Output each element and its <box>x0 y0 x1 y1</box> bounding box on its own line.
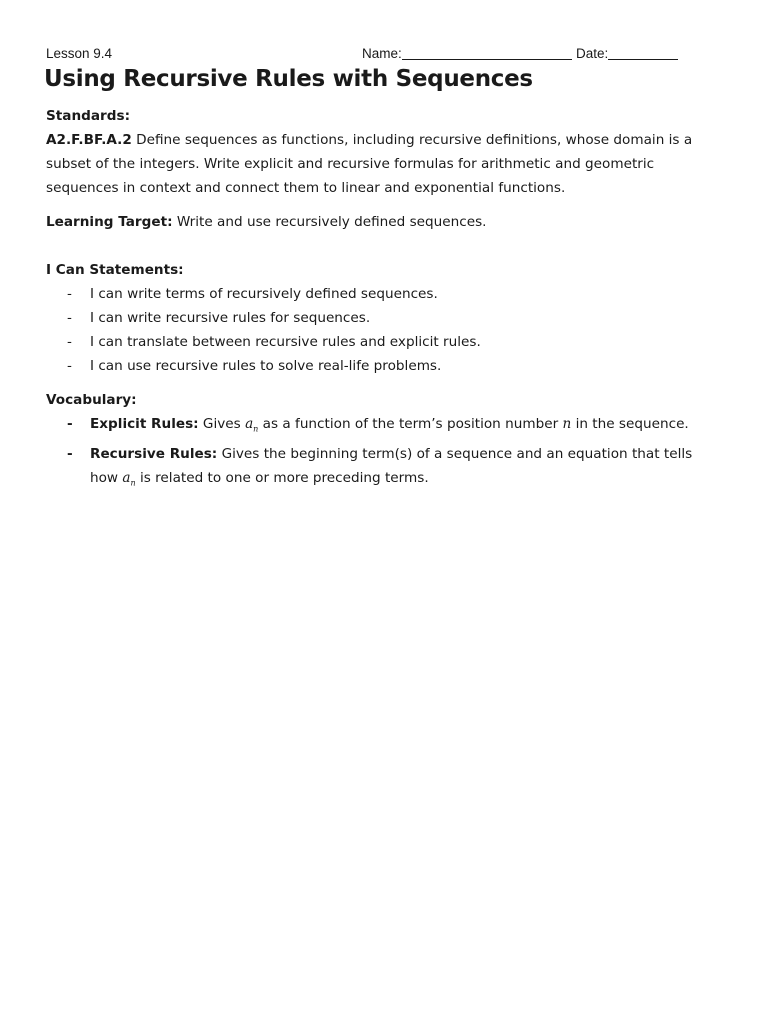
standards-paragraph <box>46 128 716 200</box>
list-item-text: I can translate between recursive rules and explicit rules. <box>90 334 481 350</box>
vocab-explicit-rules <box>46 412 716 442</box>
i-can-heading: I Can Statements: <box>46 262 184 278</box>
dash-marker: - <box>67 286 72 302</box>
list-item-text: I can use recursive rules to solve real-life problems. <box>90 358 442 374</box>
math-subscript: n <box>130 478 136 488</box>
list-item <box>46 306 716 330</box>
math-a-n <box>245 416 258 432</box>
math-n: n <box>562 416 572 432</box>
vocab-recursive-rules <box>46 442 716 496</box>
i-can-list <box>46 282 716 378</box>
name-blank-line[interactable] <box>402 59 572 60</box>
standard-code: A2.F.BF.A.2 <box>46 132 132 148</box>
worksheet-header <box>46 46 706 64</box>
math-var: a <box>245 416 254 432</box>
math-var: a <box>122 469 131 486</box>
page-title: Using Recursive Rules with Sequences <box>44 66 533 92</box>
list-item-text: I can write terms of recursively defined sequences. <box>90 286 438 302</box>
vocab-text: as a function of the term’s position number <box>258 416 563 432</box>
vocab-text: Gives the beginning term(s) of a sequence and an equation that tells how <box>90 445 693 486</box>
list-item <box>46 330 716 354</box>
learning-target-text: Write and use recursively defined sequences. <box>172 214 487 230</box>
list-item <box>46 354 716 378</box>
learning-target-label: Learning Target: <box>46 214 173 230</box>
standards-heading: Standards: <box>46 108 131 124</box>
learning-target <box>46 210 716 234</box>
vocab-term: Recursive Rules: <box>90 445 218 462</box>
vocabulary-heading: Vocabulary: <box>46 392 137 408</box>
math-a-n <box>122 470 135 486</box>
list-item-text: I can write recursive rules for sequences. <box>90 310 371 326</box>
name-label: Name: <box>362 46 402 61</box>
lesson-number: Lesson 9.4 <box>46 46 113 61</box>
math-subscript: n <box>253 424 259 434</box>
date-label: Date: <box>576 46 609 61</box>
dash-marker: - <box>67 358 72 374</box>
standard-text: Define sequences as functions, including recursive definitions, whose domain is a subset of the integers. Write explicit and recursive formulas for arithmetic and geometric sequences in context and connect them to linear and exponential functions. <box>46 132 693 196</box>
vocab-text: in the sequence. <box>571 416 689 432</box>
dash-marker: - <box>67 416 73 432</box>
vocab-text: is related to one or more preceding terms. <box>135 469 429 486</box>
list-item <box>46 282 716 306</box>
worksheet-content <box>46 104 716 495</box>
vocab-term: Explicit Rules: <box>90 416 199 432</box>
vocabulary-list <box>46 412 716 495</box>
dash-marker: - <box>67 310 72 326</box>
dash-marker: - <box>67 334 72 350</box>
vocab-text: Gives <box>198 416 246 432</box>
dash-marker: - <box>67 445 73 462</box>
date-blank-line[interactable] <box>608 59 678 60</box>
